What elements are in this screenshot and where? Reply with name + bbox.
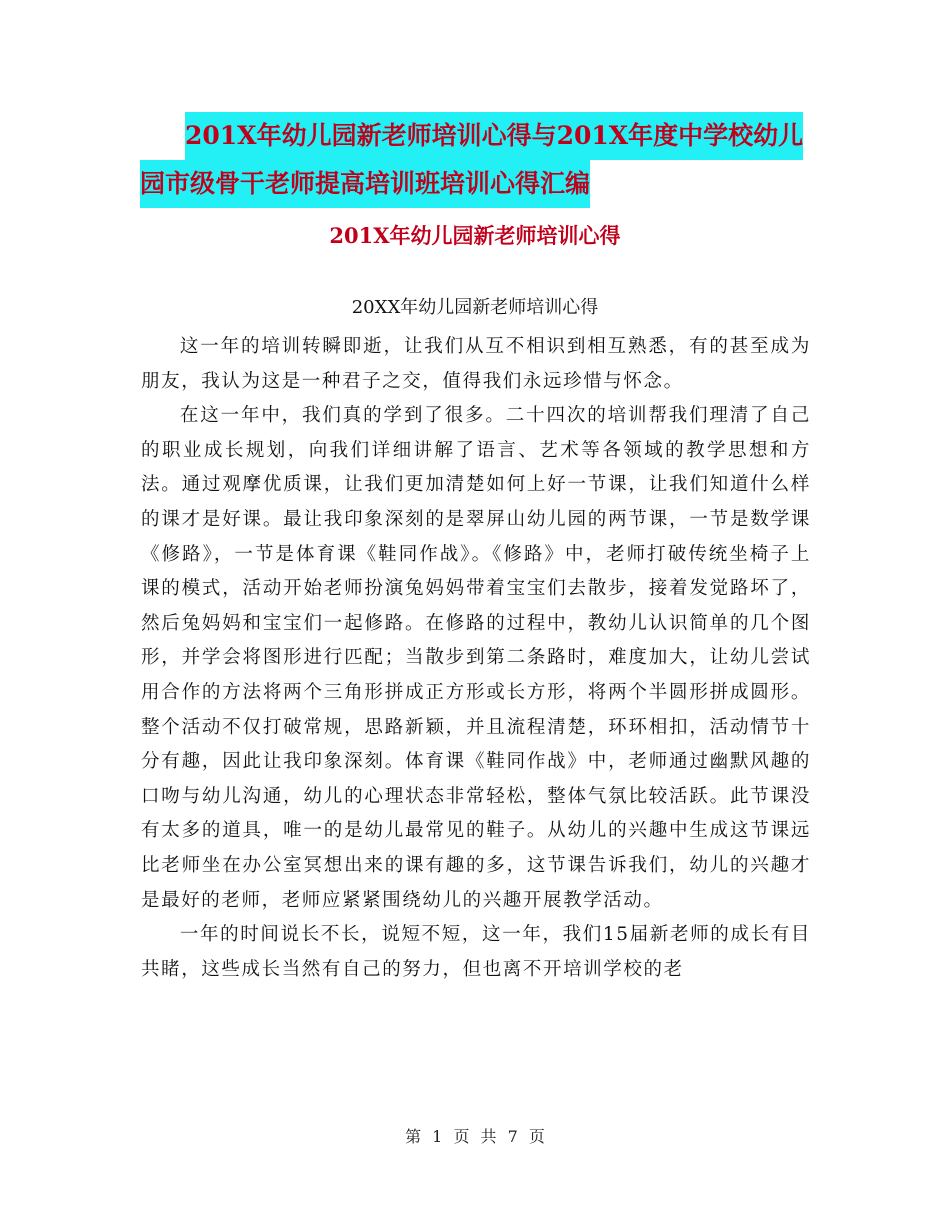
paragraph-3: 一年的时间说长不长，说短不短，这一年，我们15届新老师的成长有目共睹，这些成长当然有自己的努力，但也离不开培训学校的老: [141, 924, 811, 980]
sub-heading: 20XX年幼儿园新老师培训心得: [351, 297, 599, 318]
page-footer: 第 1 页 共 7 页: [405, 1127, 545, 1146]
document-title: [140, 112, 830, 208]
document-title-line-1: 201X年幼儿园新老师培训心得与201X年度中学校幼儿: [185, 112, 803, 160]
paragraph-2: 在这一年中，我们真的学到了很多。二十四次的培训帮我们理清了自己的职业成长规划，向我们详细讲解了语言、艺术等各领域的教学思想和方法。通过观摩优质课，让我们更加清楚如何上好一节课，让我们知道什么样的课才是好课。最让我印象深刻的是翠屏山幼儿园的两节课，一节是数学课《修路》，一节是体育课《鞋同作战》。《修路》中，老师打破传统坐椅子上课的模式，活动开始老师扮演兔妈妈带着宝宝们去散步，接着发觉路坏了，然后兔妈妈和宝宝们一起修路。在修路的过程中，教幼儿认识简单的几个图形，并学会将图形进行匹配；当散步到第二条路时，难度加大，让幼儿尝试用合作的方法将两个三角形拼成正方形或长方形，将两个半圆形拼成圆形。整个活动不仅打破常规，思路新颖，并且流程清楚，环环相扣，活动情节十分有趣，因此让我印象深刻。体育课《鞋同作战》中，老师通过幽默风趣的口吻与幼儿沟通，幼儿的心理状态非常轻松，整体气氛比较活跃。此节课没有太多的道具，唯一的是幼儿最常见的鞋子。从幼儿的兴趣中生成这节课远比老师坐在办公室冥想出来的课有趣的多，这节课告诉我们，幼儿的兴趣才是最好的老师，老师应紧紧围绕幼儿的兴趣开展教学活动。: [141, 405, 811, 911]
document-title-line-2: 园市级骨干老师提高培训班培训心得汇编: [140, 160, 590, 208]
body-text: [141, 330, 811, 987]
paragraph-1: 这一年的培训转瞬即逝，让我们从互不相识到相互熟悉，有的甚至成为朋友，我认为这是一种君子之交，值得我们永远珍惜与怀念。: [141, 336, 811, 392]
section-heading: 201X年幼儿园新老师培训心得: [329, 223, 621, 248]
